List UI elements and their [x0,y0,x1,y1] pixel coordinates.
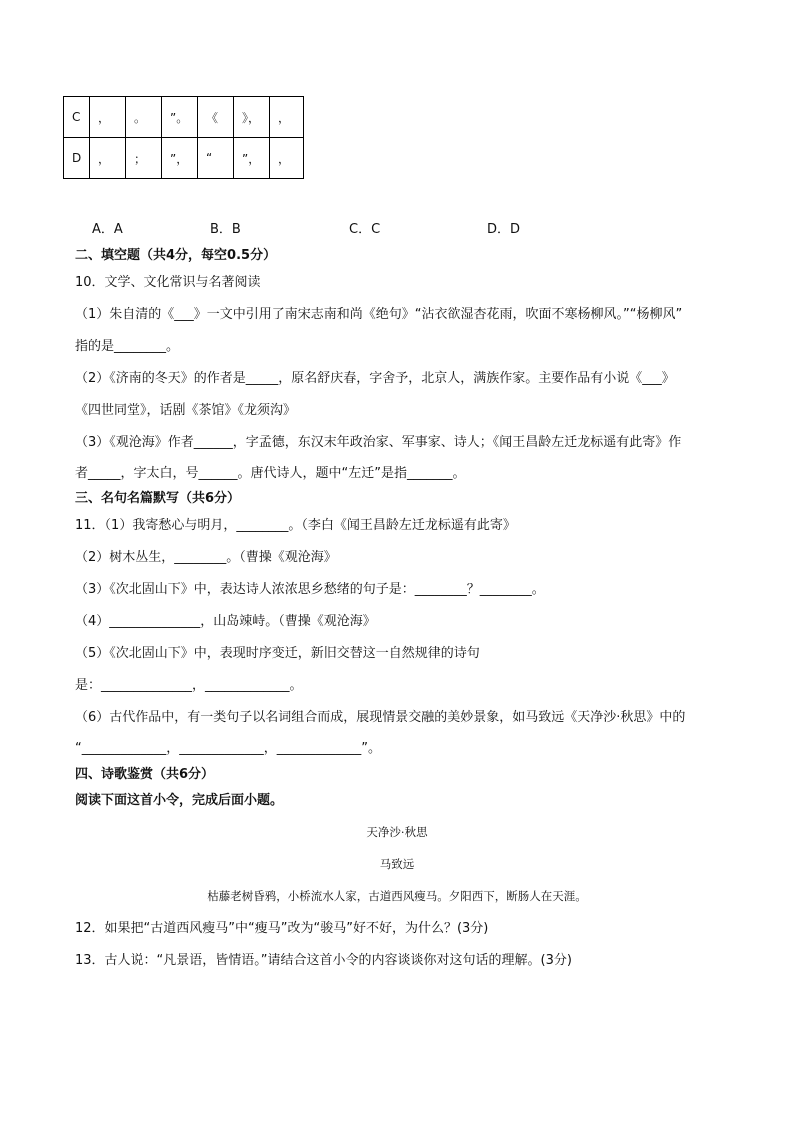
choice-a: A．A [92,222,123,237]
table-cell: “ [198,138,234,179]
table-cell: ”， [162,138,198,179]
table-cell: D [64,138,90,179]
table-cell: ”。 [162,97,198,138]
punctuation-options-table [63,96,304,179]
table-cell: 《 [198,97,234,138]
choice-d: D．D [487,222,521,237]
table-cell: ， [270,138,304,179]
section-heading: 三、名句名篇默写（共6分） [75,491,241,506]
question-line: （1）朱自清的《___》一文中引用了南宋志南和尚《绝句》“沾衣欲湿杏花雨，吹面不寒杨柳风。”“杨柳风” [75,307,683,322]
question-line: （3）《次北固山下》中，表达诗人浓浓思乡愁绪的句子是：________？________。 [75,582,545,597]
question-line: （2）《济南的冬天》的作者是_____，原名舒庆春，字舍予，北京人，满族作家。主要作品有小说《___》 [75,371,675,386]
table-cell: ， [90,97,126,138]
choice-c: C．C [349,222,381,237]
question-line: （4）______________，山岛竦峙。（曹操《观沧海》 [75,614,376,629]
poem-author: 马致远 [379,857,415,871]
question-line: 《四世同堂》，话剧《茶馆》《龙须沟》 [75,403,297,418]
section-heading: 二、填空题（共4分，每空0.5分） [75,248,277,263]
question-line: 12．如果把“古道西风瘦马”中“瘦马”改为“骏马”好不好，为什么？(3分) [75,921,489,936]
table-cell: 。 [126,97,162,138]
table-row [64,138,304,179]
reading-instruction: 阅读下面这首小令，完成后面小题。 [75,793,284,808]
table-cell: 》， [234,97,270,138]
poem-title: 天净沙·秋思 [366,825,428,839]
table-cell: ， [270,97,304,138]
question-line: 指的是________。 [75,339,180,354]
question-line: （2）树木丛生，________。（曹操《观沧海》 [75,550,337,565]
table-cell: ， [90,138,126,179]
section-heading: 四、诗歌鉴赏（共6分） [75,767,215,782]
poem-text: 枯藤老树昏鸦，小桥流水人家，古道西风瘦马。夕阳西下，断肠人在天涯。 [207,889,587,903]
question-line: 是：______________，_____________。 [75,678,303,693]
table-cell: ； [126,138,162,179]
choice-b: B．B [210,222,241,237]
question-line: （6）古代作品中，有一类句子以名词组合而成，展现情景交融的美妙景象，如马致远《天净沙·秋思》中的 [75,710,686,725]
question-line: 13．古人说：“凡景语，皆情语。”请结合这首小令的内容谈谈你对这句话的理解。(3分) [75,953,572,968]
question-line: “_____________，_____________，_____________”。 [75,741,381,756]
question-line: 11．（1）我寄愁心与明月，________。（李白《闻王昌龄左迁龙标遥有此寄》 [75,518,516,533]
question-line: （5）《次北固山下》中，表现时序变迁，新旧交替这一自然规律的诗句 [75,646,480,661]
table-row [64,97,304,138]
table-cell: ”， [234,138,270,179]
question-line: （3）《观沧海》作者______，字孟德，东汉末年政治家、军事家、诗人；《闻王昌龄左迁龙标遥有此寄》作 [75,435,682,450]
question-line: 者_____，字太白，号______。唐代诗人，题中“左迁”是指_______。 [75,466,466,481]
question-title: 10．文学、文化常识与名著阅读 [75,275,261,290]
table-cell: C [64,97,90,138]
